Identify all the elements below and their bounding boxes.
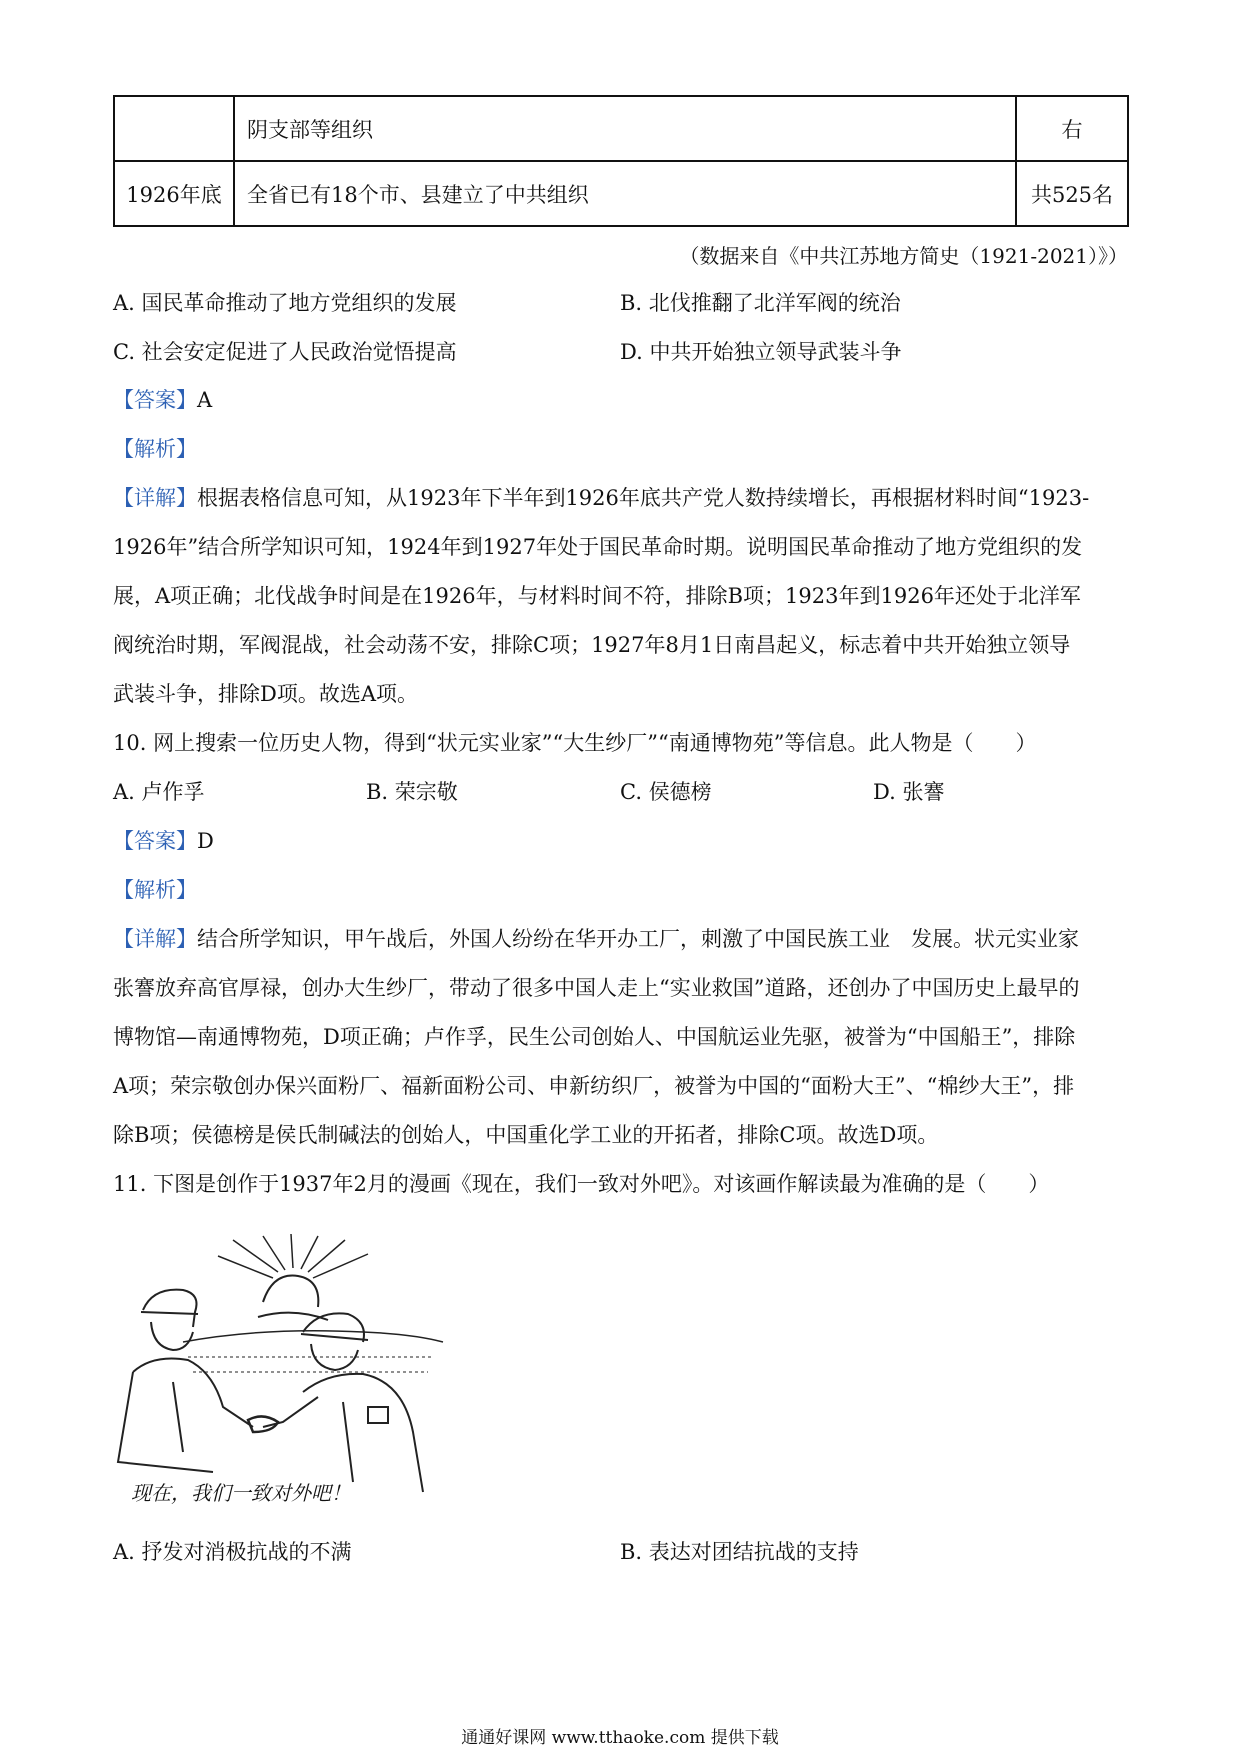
q10-detail-line: 除B项；侯德榜是侯氏制碱法的创始人，中国重化学工业的开拓者，排除C项。故选D项。	[113, 1123, 939, 1147]
party-growth-table	[113, 95, 1129, 227]
handshake-cartoon	[113, 1232, 458, 1510]
table-row	[114, 161, 1128, 226]
q10-option-d: D. 张謇	[873, 780, 945, 804]
q9-answer	[113, 386, 212, 414]
table-cell-count: 共525名	[1016, 161, 1128, 226]
q10-option-b: B. 荣宗敬	[366, 780, 458, 804]
page-footer: 通通好课网 www.tthaoke.com 提供下载	[461, 1728, 779, 1748]
q9-detail-line: 1926年”结合所学知识可知，1924年到1927年处于国民革命时期。说明国民革命推动了地方党组织的发	[113, 535, 1083, 559]
q9-detail-line: 展，A项正确；北伐战争时间是在1926年，与材料时间不符，排除B项；1923年到1926年还处于北洋军	[113, 584, 1081, 608]
q10-detail-line: 张謇放弃高官厚禄，创办大生纱厂，带动了很多中国人走上“实业救国”道路，还创办了中国历史上最早的	[113, 976, 1080, 1000]
table-cell-count: 右	[1016, 96, 1128, 161]
detail-text: 根据表格信息可知，从1923年下半年到1926年底共产党人数持续增长，再根据材料时间“1923-	[197, 486, 1090, 510]
cartoon-caption: 现在，我们一致对外吧！	[131, 1481, 351, 1505]
table-cell-content: 全省已有18个市、县建立了中共组织	[234, 161, 1016, 226]
table-cell-content: 阴支部等组织	[234, 96, 1016, 161]
detail-tag: 【详解】	[113, 486, 197, 510]
q10-detail-line	[113, 925, 1079, 953]
q9-option-c: C. 社会安定促进了人民政治觉悟提高	[113, 340, 457, 364]
q9-detail-line	[113, 484, 1089, 512]
q11-option-b: B. 表达对团结抗战的支持	[620, 1540, 859, 1564]
answer-tag: 【答案】	[113, 388, 197, 412]
table-source-note: （数据来自《中共江苏地方简史（1921-2021）》）	[679, 244, 1128, 268]
q9-option-d: D. 中共开始独立领导武装斗争	[620, 340, 902, 364]
q10-stem: 10. 网上搜索一位历史人物，得到“状元实业家”“大生纱厂”“南通博物苑”等信息。此人物是（ ）	[113, 731, 1037, 755]
sun-rays	[218, 1234, 368, 1278]
q10-option-a: A. 卢作孚	[113, 780, 205, 804]
q9-detail-line: 武装斗争，排除D项。故选A项。	[113, 682, 419, 706]
q9-detail-line: 阀统治时期，军阀混战，社会动荡不安，排除C项；1927年8月1日南昌起义，标志着中共开始独立领导	[113, 633, 1071, 657]
q10-detail-line: A项；荣宗敬创办保兴面粉厂、福新面粉公司、申新纺织厂，被誉为中国的“面粉大王”、“棉纱大王”，排	[113, 1074, 1075, 1098]
answer-value: D	[197, 829, 214, 853]
q11-stem: 11. 下图是创作于1937年2月的漫画《现在，我们一致对外吧》。对该画作解读最为准确的是（ ）	[113, 1172, 1050, 1196]
table-row	[114, 96, 1128, 161]
q11-option-a: A. 抒发对消极抗战的不满	[113, 1540, 352, 1564]
q9-option-b: B. 北伐推翻了北洋军阀的统治	[620, 291, 901, 315]
q10-answer	[113, 827, 214, 855]
answer-tag: 【答案】	[113, 829, 197, 853]
detail-text: 结合所学知识，甲午战后，外国人纷纷在华开办工厂，刺激了中国民族工业 发展。状元实业家	[197, 927, 1079, 951]
detail-tag: 【详解】	[113, 927, 197, 951]
q10-analysis-tag: 【解析】	[113, 878, 197, 902]
q9-analysis-tag: 【解析】	[113, 437, 197, 461]
q10-option-c: C. 侯德榜	[620, 780, 712, 804]
q9-option-a: A. 国民革命推动了地方党组织的发展	[113, 291, 457, 315]
table-cell-year: 1926年底	[114, 161, 234, 226]
answer-value: A	[197, 388, 213, 412]
table-cell-year	[114, 96, 234, 161]
q10-detail-line: 博物馆—南通博物苑，D项正确；卢作孚，民生公司创始人、中国航运业先驱，被誉为“中国船王”，排除	[113, 1025, 1076, 1049]
